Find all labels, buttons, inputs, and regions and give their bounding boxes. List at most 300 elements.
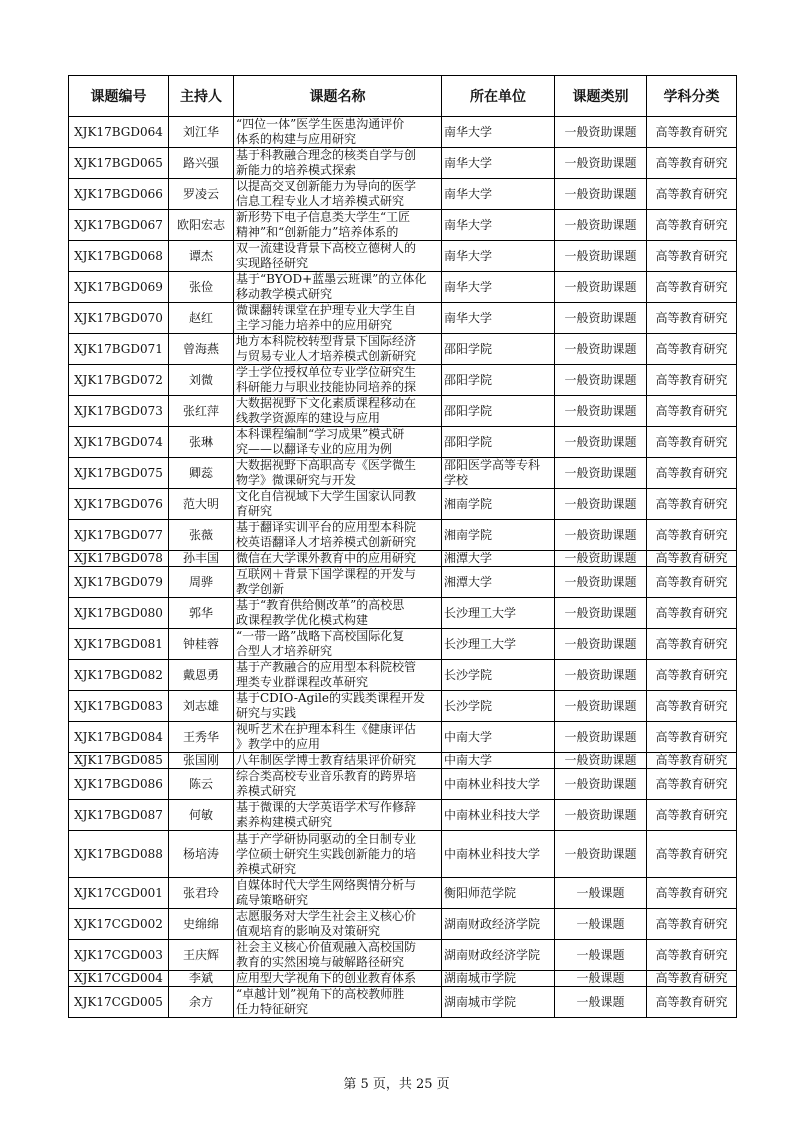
project-category: 一般资助课题: [555, 210, 647, 241]
project-code: XJK17BGD073: [69, 396, 169, 427]
project-title: [234, 753, 442, 769]
project-unit-line: 衡阳师范学院: [444, 885, 517, 900]
project-title-line: 综合类高校专业音乐教育的跨界培: [236, 769, 417, 783]
table-row: [69, 303, 737, 334]
project-title-line: 双一流建设背景下高校立德树人的: [236, 241, 417, 255]
project-title: [234, 334, 442, 365]
project-subject: 高等教育研究: [647, 567, 737, 598]
project-title-line: 素养构建模式研究: [236, 815, 333, 829]
project-unit-line: 邵阳学院: [444, 434, 493, 449]
table-row: [69, 691, 737, 722]
table-row: [69, 396, 737, 427]
project-title: [234, 598, 442, 629]
project-unit-line: 中南林业科技大学: [444, 776, 541, 791]
project-unit: [442, 148, 555, 179]
table-row: [69, 179, 737, 210]
table-row: [69, 769, 737, 800]
project-host: 陈云: [169, 769, 234, 800]
project-title: [234, 210, 442, 241]
project-title: [234, 722, 442, 753]
project-title-line: 微信在大学课外教育中的应用研究: [236, 551, 417, 565]
project-title-line: 微课翻转课堂在护理专业大学生自: [236, 303, 417, 317]
project-unit-line: 中南林业科技大学: [444, 807, 541, 822]
project-category: 一般资助课题: [555, 800, 647, 831]
project-title: [234, 909, 442, 940]
project-unit: [442, 909, 555, 940]
project-host: 赵红: [169, 303, 234, 334]
project-unit: [442, 210, 555, 241]
table-row: [69, 334, 737, 365]
project-title: [234, 117, 442, 148]
project-title-line: 基于CDIO-Agile的实践类课程开发: [236, 691, 426, 705]
project-category: 一般资助课题: [555, 769, 647, 800]
table-row: [69, 148, 737, 179]
project-unit: [442, 520, 555, 551]
project-unit: [442, 691, 555, 722]
project-code: XJK17BGD084: [69, 722, 169, 753]
project-unit: [442, 551, 555, 567]
project-subject: 高等教育研究: [647, 598, 737, 629]
project-subject: 高等教育研究: [647, 489, 737, 520]
project-subject: 高等教育研究: [647, 241, 737, 272]
project-subject: 高等教育研究: [647, 427, 737, 458]
table-row: [69, 210, 737, 241]
project-subject: 高等教育研究: [647, 691, 737, 722]
table-row: [69, 520, 737, 551]
table-row: [69, 660, 737, 691]
project-category: 一般课题: [555, 987, 647, 1018]
project-category: 一般资助课题: [555, 365, 647, 396]
project-title-line: 体系的构建与应用研究: [236, 132, 357, 146]
table-row: [69, 272, 737, 303]
header-subject: 学科分类: [647, 76, 737, 117]
project-unit: [442, 629, 555, 660]
project-host: 刘江华: [169, 117, 234, 148]
project-title-line: 自媒体时代大学生网络舆情分析与: [236, 878, 417, 892]
project-title-line: 实现路径研究: [236, 256, 309, 270]
project-subject: 高等教育研究: [647, 551, 737, 567]
project-host: 张俭: [169, 272, 234, 303]
project-title-line: 主学习能力培养中的应用研究: [236, 318, 393, 332]
project-code: XJK17BGD064: [69, 117, 169, 148]
table-row: [69, 365, 737, 396]
project-title: [234, 987, 442, 1018]
project-host: 何敏: [169, 800, 234, 831]
project-title: [234, 303, 442, 334]
project-category: 一般课题: [555, 940, 647, 971]
project-subject: 高等教育研究: [647, 458, 737, 489]
project-unit: [442, 334, 555, 365]
project-unit: [442, 396, 555, 427]
project-unit: [442, 971, 555, 987]
project-host: 戴恩勇: [169, 660, 234, 691]
project-title: [234, 831, 442, 878]
table-row: [69, 629, 737, 660]
project-code: XJK17CGD001: [69, 878, 169, 909]
project-category: 一般资助课题: [555, 691, 647, 722]
project-subject: 高等教育研究: [647, 210, 737, 241]
project-title-line: 信息工程专业人才培养模式研究: [236, 194, 405, 208]
project-title-line: “四位一体”医学生医患沟通评价: [236, 117, 405, 131]
table-row: [69, 831, 737, 878]
project-unit: [442, 117, 555, 148]
project-title-line: 文化自信视域下大学生国家认同教: [236, 489, 417, 503]
project-unit-line: 南华大学: [444, 248, 493, 263]
project-title-line: 教育的实然困境与破解路径研究: [236, 955, 405, 969]
project-unit-line: 南华大学: [444, 217, 493, 232]
project-subject: 高等教育研究: [647, 660, 737, 691]
project-subject: 高等教育研究: [647, 117, 737, 148]
project-unit-line: 学校: [444, 473, 469, 487]
project-subject: 高等教育研究: [647, 831, 737, 878]
project-title-line: 应用型大学视角下的创业教育体系: [236, 971, 417, 985]
project-host: 李斌: [169, 971, 234, 987]
project-title-line: 互联网＋背景下国学课程的开发与: [236, 567, 417, 581]
table-row: [69, 427, 737, 458]
project-category: 一般资助课题: [555, 396, 647, 427]
project-unit: [442, 598, 555, 629]
project-title-line: 与贸易专业人才培养模式创新研究: [236, 349, 417, 363]
table-row: [69, 489, 737, 520]
project-title: [234, 427, 442, 458]
table-row: [69, 567, 737, 598]
project-category: 一般资助课题: [555, 753, 647, 769]
project-title-line: 》教学中的应用: [236, 737, 321, 751]
project-category: 一般资助课题: [555, 458, 647, 489]
project-title-line: 学位硕士研究生实践创新能力的培: [236, 846, 417, 861]
project-category: 一般资助课题: [555, 831, 647, 878]
project-title-line: 移动教学模式研究: [236, 287, 333, 301]
project-title-line: 教学创新: [236, 582, 285, 596]
project-unit-line: 中南大学: [444, 753, 493, 767]
project-title: [234, 800, 442, 831]
project-subject: 高等教育研究: [647, 365, 737, 396]
project-subject: 高等教育研究: [647, 629, 737, 660]
project-unit-line: 湘南学院: [444, 496, 493, 511]
project-unit: [442, 722, 555, 753]
project-category: 一般资助课题: [555, 520, 647, 551]
project-category: 一般资助课题: [555, 629, 647, 660]
project-title-line: 大数据视野下高职高专《医学微生: [236, 458, 417, 472]
table-row: [69, 458, 737, 489]
project-host: 罗凌云: [169, 179, 234, 210]
project-title-line: 养模式研究: [236, 861, 297, 876]
project-subject: 高等教育研究: [647, 303, 737, 334]
project-title: [234, 396, 442, 427]
project-title-line: 八年制医学博士教育结果评价研究: [236, 753, 417, 767]
project-subject: 高等教育研究: [647, 722, 737, 753]
project-unit-line: 湘潭大学: [444, 574, 493, 589]
project-title-line: 物学》微课研究与开发: [236, 473, 357, 487]
table-row: [69, 753, 737, 769]
project-code: XJK17CGD005: [69, 987, 169, 1018]
header-unit: 所在单位: [442, 76, 555, 117]
project-category: 一般课题: [555, 971, 647, 987]
project-host: 张君玲: [169, 878, 234, 909]
project-title: [234, 520, 442, 551]
project-unit: [442, 831, 555, 878]
project-code: XJK17BGD070: [69, 303, 169, 334]
project-unit-line: 长沙理工大学: [444, 605, 517, 620]
project-code: XJK17BGD074: [69, 427, 169, 458]
project-title-line: 新形势下电子信息类大学生“工匠: [236, 210, 411, 224]
project-unit-line: 邵阳学院: [444, 372, 493, 387]
project-unit-line: 湖南财政经济学院: [444, 947, 541, 962]
project-title-line: “一带一路”战略下高校国际化复: [236, 629, 405, 643]
project-title: [234, 940, 442, 971]
project-unit-line: 中南林业科技大学: [444, 846, 541, 861]
table-row: [69, 800, 737, 831]
project-unit: [442, 753, 555, 769]
project-title-line: 大数据视野下文化素质课程移动在: [236, 396, 417, 410]
project-category: 一般资助课题: [555, 179, 647, 210]
project-category: 一般资助课题: [555, 427, 647, 458]
project-title-line: 新能力的培养模式探索: [236, 163, 357, 177]
project-unit: [442, 303, 555, 334]
project-subject: 高等教育研究: [647, 940, 737, 971]
project-title: [234, 567, 442, 598]
project-title: [234, 629, 442, 660]
project-subject: 高等教育研究: [647, 971, 737, 987]
project-title-line: “卓越计划”视角下的高校教师胜: [236, 987, 405, 1001]
project-code: XJK17BGD079: [69, 567, 169, 598]
project-category: 一般资助课题: [555, 660, 647, 691]
project-code: XJK17BGD071: [69, 334, 169, 365]
project-code: XJK17BGD077: [69, 520, 169, 551]
project-subject: 高等教育研究: [647, 769, 737, 800]
project-category: 一般资助课题: [555, 334, 647, 365]
project-host: 卿蕊: [169, 458, 234, 489]
project-category: 一般资助课题: [555, 489, 647, 520]
project-code: XJK17CGD002: [69, 909, 169, 940]
project-category: 一般资助课题: [555, 551, 647, 567]
project-unit-line: 湘南学院: [444, 527, 493, 542]
project-title-line: 值观培育的影响及对策研究: [236, 924, 381, 938]
project-title: [234, 148, 442, 179]
table-row: [69, 971, 737, 987]
project-title: [234, 878, 442, 909]
project-table: [68, 75, 737, 1018]
project-title-line: 志愿服务对大学生社会主义核心价: [236, 909, 417, 923]
project-unit-line: 南华大学: [444, 279, 493, 294]
project-title-line: 养模式研究: [236, 784, 297, 798]
project-code: XJK17BGD075: [69, 458, 169, 489]
project-host: 张红萍: [169, 396, 234, 427]
header-host: 主持人: [169, 76, 234, 117]
project-category: 一般课题: [555, 878, 647, 909]
project-host: 张琳: [169, 427, 234, 458]
project-code: XJK17BGD078: [69, 551, 169, 567]
header-title: 课题名称: [234, 76, 442, 117]
header-code: 课题编号: [69, 76, 169, 117]
project-unit: [442, 272, 555, 303]
project-unit: [442, 427, 555, 458]
project-title: [234, 179, 442, 210]
project-unit-line: 长沙学院: [444, 698, 493, 713]
project-title: [234, 551, 442, 567]
project-subject: 高等教育研究: [647, 334, 737, 365]
project-title-line: 社会主义核心价值观融入高校国防: [236, 940, 417, 954]
project-unit: [442, 660, 555, 691]
project-host: 孙丰国: [169, 551, 234, 567]
project-category: 一般资助课题: [555, 722, 647, 753]
project-title-line: 线教学资源库的建设与应用: [236, 411, 381, 425]
project-host: 刘微: [169, 365, 234, 396]
project-title: [234, 489, 442, 520]
project-code: XJK17BGD080: [69, 598, 169, 629]
project-title-line: 科研能力与职业技能协同培养的探: [236, 380, 417, 394]
project-unit-line: 长沙理工大学: [444, 636, 517, 651]
project-title-line: 基于翻译实训平台的应用型本科院: [236, 520, 417, 534]
project-subject: 高等教育研究: [647, 148, 737, 179]
table-row: [69, 909, 737, 940]
project-category: 一般资助课题: [555, 598, 647, 629]
table-row: [69, 241, 737, 272]
project-category: 一般资助课题: [555, 567, 647, 598]
project-unit: [442, 940, 555, 971]
project-unit: [442, 800, 555, 831]
project-host: 范大明: [169, 489, 234, 520]
project-unit: [442, 567, 555, 598]
project-code: XJK17BGD081: [69, 629, 169, 660]
project-code: XJK17CGD003: [69, 940, 169, 971]
project-code: XJK17BGD088: [69, 831, 169, 878]
project-title-line: 地方本科院校转型背景下国际经济: [236, 334, 417, 348]
project-title-line: 基于微课的大学英语学术写作修辞: [236, 800, 417, 814]
project-unit-line: 邵阳医学高等专科: [444, 458, 541, 472]
project-host: 欧阳宏志: [169, 210, 234, 241]
project-code: XJK17BGD082: [69, 660, 169, 691]
project-title: [234, 660, 442, 691]
project-code: XJK17BGD085: [69, 753, 169, 769]
project-unit: [442, 458, 555, 489]
project-host: 王秀华: [169, 722, 234, 753]
table-row: [69, 551, 737, 567]
project-code: XJK17BGD067: [69, 210, 169, 241]
project-host: 王庆辉: [169, 940, 234, 971]
project-host: 郭华: [169, 598, 234, 629]
table-row: [69, 722, 737, 753]
project-unit-line: 湖南城市学院: [444, 994, 517, 1009]
project-category: 一般资助课题: [555, 303, 647, 334]
project-category: 一般资助课题: [555, 241, 647, 272]
project-category: 一般资助课题: [555, 117, 647, 148]
project-unit-line: 邵阳学院: [444, 403, 493, 418]
project-unit-line: 南华大学: [444, 124, 493, 139]
table-row: [69, 878, 737, 909]
page-footer: 第 5 页，共 25 页: [343, 1077, 450, 1092]
project-unit: [442, 365, 555, 396]
project-title: [234, 272, 442, 303]
project-unit-line: 南华大学: [444, 310, 493, 325]
project-title-line: 基于“BYOD+蓝墨云班课”的立体化: [236, 272, 427, 286]
project-title-line: 育研究: [236, 504, 273, 518]
table-row: [69, 987, 737, 1018]
project-title: [234, 241, 442, 272]
project-host: 史绵绵: [169, 909, 234, 940]
project-host: 谭杰: [169, 241, 234, 272]
project-title-line: 基于科教融合理念的核类自学与创: [236, 148, 417, 162]
project-code: XJK17BGD066: [69, 179, 169, 210]
project-unit: [442, 987, 555, 1018]
project-unit: [442, 241, 555, 272]
project-host: 余方: [169, 987, 234, 1018]
project-title: [234, 365, 442, 396]
project-unit-line: 湖南财政经济学院: [444, 916, 541, 931]
project-host: 杨培涛: [169, 831, 234, 878]
project-title-line: 政课程教学优化模式构建: [236, 613, 369, 627]
project-code: XJK17BGD087: [69, 800, 169, 831]
project-title: [234, 971, 442, 987]
project-unit-line: 南华大学: [444, 186, 493, 201]
table-row: [69, 117, 737, 148]
project-code: XJK17BGD072: [69, 365, 169, 396]
project-subject: 高等教育研究: [647, 179, 737, 210]
project-title-line: 视听艺术在护理本科生《健康评估: [236, 722, 417, 736]
project-host: 刘志雄: [169, 691, 234, 722]
project-host: 张薇: [169, 520, 234, 551]
project-host: 路兴强: [169, 148, 234, 179]
project-code: XJK17BGD083: [69, 691, 169, 722]
project-title: [234, 769, 442, 800]
project-unit: [442, 489, 555, 520]
project-code: XJK17BGD068: [69, 241, 169, 272]
project-code: XJK17CGD004: [69, 971, 169, 987]
table-row: [69, 598, 737, 629]
project-code: XJK17BGD076: [69, 489, 169, 520]
project-subject: 高等教育研究: [647, 987, 737, 1018]
project-title-line: 基于“教育供给侧改革”的高校思: [236, 598, 405, 612]
project-title-line: 疏导策略研究: [236, 893, 309, 907]
project-subject: 高等教育研究: [647, 909, 737, 940]
project-title-line: 理类专业群课程改革研究: [236, 675, 369, 689]
header-row: [69, 76, 737, 117]
header-category: 课题类别: [555, 76, 647, 117]
project-category: 一般资助课题: [555, 148, 647, 179]
project-subject: 高等教育研究: [647, 878, 737, 909]
project-title-line: 合型人才培养研究: [236, 644, 333, 658]
project-subject: 高等教育研究: [647, 272, 737, 303]
project-title: [234, 458, 442, 489]
project-code: XJK17BGD065: [69, 148, 169, 179]
project-title-line: 基于产教融合的应用型本科院校管: [236, 660, 417, 674]
project-host: 曾海燕: [169, 334, 234, 365]
project-unit-line: 长沙学院: [444, 667, 493, 682]
project-category: 一般资助课题: [555, 272, 647, 303]
project-title-line: 精神”和“创新能力”培养体系的: [236, 225, 399, 239]
project-subject: 高等教育研究: [647, 800, 737, 831]
project-code: XJK17BGD086: [69, 769, 169, 800]
project-unit-line: 湖南城市学院: [444, 971, 517, 985]
project-title-line: 基于产学研协同驱动的全日制专业: [236, 831, 417, 846]
project-title: [234, 691, 442, 722]
project-category: 一般课题: [555, 909, 647, 940]
project-unit-line: 南华大学: [444, 155, 493, 170]
project-host: 张国刚: [169, 753, 234, 769]
project-unit-line: 邵阳学院: [444, 341, 493, 356]
project-code: XJK17BGD069: [69, 272, 169, 303]
project-subject: 高等教育研究: [647, 753, 737, 769]
project-unit: [442, 179, 555, 210]
project-title-line: 任力特征研究: [236, 1002, 309, 1016]
project-title-line: 以提高交叉创新能力为导向的医学: [236, 179, 417, 193]
project-unit-line: 中南大学: [444, 729, 493, 744]
project-title-line: 校英语翻译人才培养模式创新研究: [236, 535, 417, 549]
project-subject: 高等教育研究: [647, 396, 737, 427]
project-host: 钟桂蓉: [169, 629, 234, 660]
project-unit: [442, 769, 555, 800]
project-title-line: 研究与实践: [236, 706, 297, 720]
